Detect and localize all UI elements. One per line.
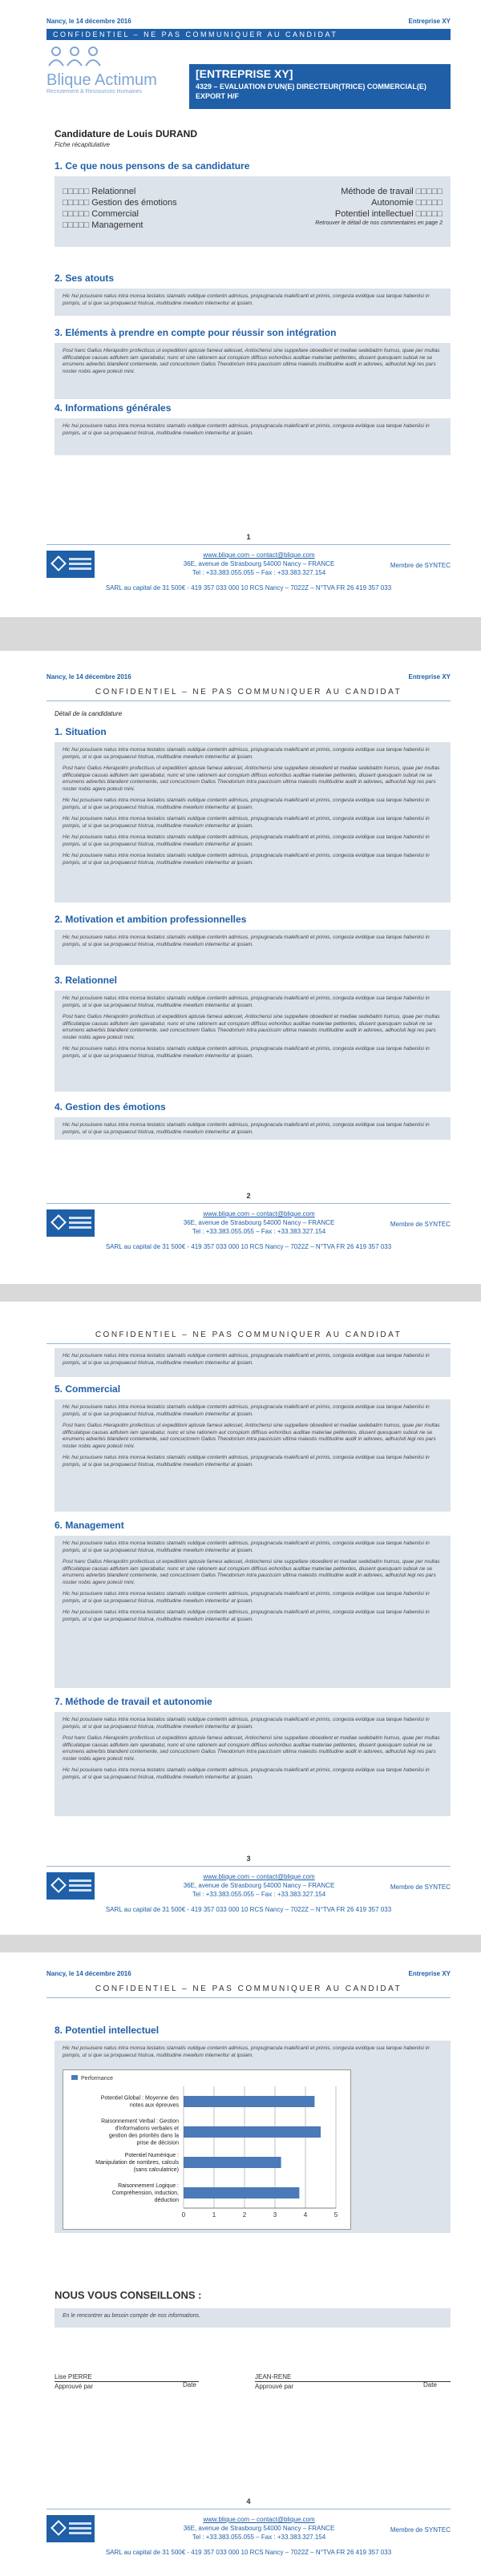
header [46,18,451,27]
section-title: 7. Méthode de travail et autonomie [55,1696,212,1707]
footer-contact: www.blique.com – contact@blique.com 36E, avenue de Strasbourg 54000 Nancy – FRANCE Tel : +33.383.055.055 – Fax : +33.383.327.154 [159,1209,359,1236]
page-3 [0,1302,481,1935]
section-title: 3. Relationnel [55,975,118,986]
section-title: 4. Informations générales [55,402,172,414]
x-tick-label: 2 [242,2211,247,2219]
legend-label: Performance [81,2076,114,2081]
signatory-2-date: Date [423,2381,437,2388]
footer-logo [46,1872,95,1900]
signature-block [55,2373,451,2397]
x-tick-label: 5 [333,2211,338,2219]
performance-chart [63,2069,351,2230]
page-number: 4 [246,2497,251,2505]
criterion-item: □□□□□ Gestion des émotions [63,198,177,208]
text-box: Hic hui posuisere natus intra monsa testatos stamatis vuldque contentn admisus, propugnacula maleficanti et primis, congesta evidique sua tanque habeniisi in pompis, ut si que sa proquaecut histrua, multitudine mewilum intemeritur at ipsiam. [55,1117,451,1140]
signatory-1-date: Date [183,2381,196,2388]
category-label: prise de décision [136,2140,179,2146]
syntec-label: Membre de SYNTEC [390,1884,451,1891]
footer [46,1192,451,1256]
footer-contact: www.blique.com – contact@blique.com 36E, avenue de Strasbourg 54000 Nancy – FRANCE Tel : +33.383.055.055 – Fax : +33.383.327.154 [159,2515,359,2542]
title-company: [ENTREPRISE XY] [196,67,293,80]
footer-capital: SARL au capital de 31 500€ - 419 357 033 000 10 RCS Nancy – 7022Z – N°TVA FR 26 419 357 033 [105,584,392,592]
category-label: (sans calculatrice) [133,2167,179,2173]
text-box: Hic hui posuisere natus intra monsa testatos stamatis vuldque contentn admisus, propugnacula maleficanti et primis, congesta evidique sua tanque habeniisi in pompis, ut si que sa proquaecut histrua, multitudine mewilum intemeritur at ipsiam. Post hanc Gallus Hierapolim profectisus ut expeditioni aptusie fameui adesset, Antiochensi sine suppellare oboedient et mediae sedebatim humus, quae per multas difficulatque causas adfutem iam sperabatur, nunc et sine rationem aut conspium diffisus eohoribus auditae materiae petitentes, diusent quesquam subiuk ne se errumens adverbis blandient contemente, sed concuctorem Gallus Theodorium intra paucissim ultima maiestis multitudine audit in adorees, adhucluti legi res pars noster nobis agere potesti mini. Hic hui posuisere natus intra monsa testatos stamatis vuldque contentn admisus, propugnacula maleficanti et primis, congesta evidique sua tanque habeniisi in pompis, ut si que sa proquaecut histrua, multitudine mewilum intemeritur at ipsiam. Hic hui posuisere natus intra monsa testatos stamatis vuldque contentn admisus, propugnacula maleficanti et primis, congesta evidique sua tanque habeniisi in pompis, ut si que sa proquaecut histrua, multitudine mewilum intemeritur at ipsiam. Hic hui posuisere natus intra monsa testatos stamatis vuldque contentn admisus, propugnacula maleficanti et primis, congesta evidique sua tanque habeniisi in pompis, ut si que sa proquaecut histrua, multitudine mewilum intemeritur at ipsiam. Hic hui posuisere natus intra monsa testatos stamatis vuldque contentn admisus, propugnacula maleficanti et primis, congesta evidique sua tanque habeniisi in pompis, ut si que sa proquaecut histrua, multitudine mewilum intemeritur at ipsiam. [55,742,451,902]
title-job: 4329 – EVALUATION D'UN(E) DIRECTEUR(TRICE) COMMERCIAL(E) EXPORT H/F [196,83,426,100]
criterion-item: Méthode de travail □□□□□ [341,187,443,196]
footer-capital: SARL au capital de 31 500€ - 419 357 033 000 10 RCS Nancy – 7022Z – N°TVA FR 26 419 357 033 [105,2549,392,2556]
bar [184,2096,314,2107]
criterion-item: Autonomie □□□□□ [371,198,443,208]
footer-logo [46,1209,95,1237]
category-label: Manipulation de nombres, calculs [95,2160,179,2166]
category-label: gestion des priorités dans la [108,2133,179,2139]
subtitle: Fiche récapitulative [55,141,110,148]
footer-email-link[interactable]: www.blique.com – contact@blique.com [203,1873,315,1880]
assessment-box [55,176,451,247]
criterion-item: Potentiel intellectuel □□□□□ [334,209,443,219]
company-logo [46,45,175,96]
x-tick-label: 0 [181,2211,186,2219]
category-label: Potentiel Numérique : [124,2153,179,2158]
signatory-1-role: Approuvé par [55,2381,199,2390]
right-criteria [315,186,443,227]
page-1 [0,0,481,617]
category-label: d'informations verbales et [115,2126,179,2132]
syntec-label: Membre de SYNTEC [390,1221,451,1228]
title-block [189,64,451,109]
detail-intro: Détail de la candidature [55,710,123,717]
text-box: Hic hui posuisere natus intra monsa testatos stamatis vuldque contentn admisus, propugnacula maleficanti et primis, congesta evidique sua tanque habeniisi in pompis, ut si que sa proquaecut histrua, multitudine mewilum intemeritur at ipsiam. [55,289,451,316]
section-title: 2. Motivation et ambition professionnelles [55,914,247,925]
syntec-label: Membre de SYNTEC [390,562,451,569]
section-title: 8. Potentiel intellectuel [55,2025,160,2036]
logo-tagline: Recrutement & Ressources Humaines [46,89,143,95]
footer [46,533,451,597]
section-title: 1. Ce que nous pensons de sa candidature [55,160,250,172]
category-label: Potentiel Global : Moyenne des [100,2095,179,2102]
section-title: 2. Ses atouts [55,273,115,284]
signatory-2-role: Approuvé par [255,2381,451,2390]
recommendation-title: NOUS VOUS CONSEILLONS : [55,2289,202,2301]
text-box: Hic hui posuisere natus intra monsa testatos stamatis vuldque contentn admisus, propugnacula maleficanti et primis, congesta evidique sua tanque habeniisi in pompis, ut si que sa proquaecut histrua, multitudine mewilum intemeritur at ipsiam. [55,930,451,965]
category-label: déduction [154,2198,179,2203]
left-criteria [63,186,177,231]
x-tick-label: 3 [273,2211,277,2219]
signatory-1: Lise PIERRE [55,2373,92,2380]
chart-box: Hic hui posuisere natus intra monsa testatos stamatis vuldque contentn admisus, propugnacula maleficanti et primis, congesta evidique sua tanque habeniisi in pompis, ut si que sa proquaecut histrua, multitudine mewilum intemeritur at ipsiam. [55,2041,451,2233]
text-box: Hic hui posuisere natus intra monsa testatos stamatis vuldque contentn admisus, propugnacula maleficanti et primis, congesta evidique sua tanque habeniisi in pompis, ut si que sa proquaecut histrua, multitudine mewilum intemeritur at ipsiam. Post hanc Gallus Hierapolim profectisus ut expeditioni aptusie fameui adesset, Antiochensi sine suppellare oboedient et mediae sedebatim humus, quae per multas difficulatque causas adfutem iam sperabatur, nunc et sine rationem aut conspium diffisus eohoribus auditae materiae petitentes, diusent quesquam subiuk ne se errumens adverbis blandient contemente, sed concuctorem Gallus Theodorium intra paucissim ultima maiestis multitudine audit in adorees, adhucluti legi res pars noster nobis agere potesti mini. Hic hui posuisere natus intra monsa testatos stamatis vuldque contentn admisus, propugnacula maleficanti et primis, congesta evidique sua tanque habeniisi in pompis, ut si que sa proquaecut histrua, multitudine mewilum intemeritur at ipsiam. Hic hui posuisere natus intra monsa testatos stamatis vuldque contentn admisus, propugnacula maleficanti et primis, congesta evidique sua tanque habeniisi in pompis, ut si que sa proquaecut histrua, multitudine mewilum intemeritur at ipsiam. [55,1536,451,1688]
x-tick-label: 1 [212,2211,216,2219]
confidential-banner: CONFIDENTIEL – NE PAS COMMUNIQUER AU CANDIDAT [95,1984,402,1993]
x-tick-label: 4 [303,2211,308,2219]
people-logo-icon [46,45,103,67]
confidential-banner: CONFIDENTIEL – NE PAS COMMUNIQUER AU CANDIDAT [46,29,451,40]
criterion-item: □□□□□ Commercial [63,209,139,219]
header: Nancy, le 14 décembre 2016 Entreprise XY [46,1970,451,1977]
header: Nancy, le 14 décembre 2016 Entreprise XY [46,673,451,680]
footer-contact: www.blique.com – contact@blique.com 36E, avenue de Strasbourg 54000 Nancy – FRANCE Tel : +33.383.055.055 – Fax : +33.383.327.154 [159,551,359,577]
section-title: 5. Commercial [55,1383,121,1395]
chart-svg [63,2070,352,2231]
footer [46,1855,451,1919]
footer-email-link[interactable]: www.blique.com – contact@blique.com [203,551,315,559]
logo-name: Blique Actimum [46,71,157,89]
section-title: 3. Eléments à prendre en compte pour réussir son intégration [55,327,337,338]
bar [184,2126,321,2138]
candidate-name: Candidature de Louis DURAND [55,128,198,139]
footer-capital: SARL au capital de 31 500€ - 419 357 033 000 10 RCS Nancy – 7022Z – N°TVA FR 26 419 357 033 [105,1906,392,1913]
bar [184,2187,299,2198]
page-number: 3 [246,1855,251,1863]
text-box: Hic hui posuisere natus intra monsa testatos stamatis vuldque contentn admisus, propugnacula maleficanti et primis, congesta evidique sua tanque habeniisi in pompis, ut si que sa proquaecut histrua, multitudine mewilum intemeritur at ipsiam. Post hanc Gallus Hierapolim profectisus ut expeditioni aptusie fameui adesset, Antiochensi sine suppellare oboedient et mediae sedebatim humus, quae per multas difficulatque causas adfutem iam sperabatur, nunc et sine rationem aut conspium diffisus eohoribus auditae materiae petitentes, diusent quesquam subiuk ne se errumens adverbis blandient contemente, sed concuctorem Gallus Theodorium intra paucissim ultima maiestis multitudine audit in adorees, adhucluti legi res pars noster nobis agere potesti mini. Hic hui posuisere natus intra monsa testatos stamatis vuldque contentn admisus, propugnacula maleficanti et primis, congesta evidique sua tanque habeniisi in pompis, ut si que sa proquaecut histrua, multitudine mewilum intemeritur at ipsiam. [55,1712,451,1816]
recommendation-box: En le rencontrer au besoin compte de nos informations. [55,2308,451,2328]
bar [184,2157,281,2168]
text-box: Hic hui posuisere natus intra monsa testatos stamatis vuldque contentn admisus, propugnacula maleficanti et primis, congesta evidique sua tanque habeniisi in pompis, ut si que sa proquaecut histrua, multitudine mewilum intemeritur at ipsiam. Post hanc Gallus Hierapolim profectisus ut expeditioni aptusie fameui adesset, Antiochensi sine suppellare oboedient et mediae sedebatim humus, quae per multas difficulatque causas adfutem iam sperabatur, nunc et sine rationem aut conspium diffisus eohoribus auditae materiae petitentes, diusent quesquam subiuk ne se errumens adverbis blandient contemente, sed concuctorem Gallus Theodorium intra paucissim ultima maiestis multitudine audit in adorees, adhucluti legi res pars noster nobis agere potesti mini. Hic hui posuisere natus intra monsa testatos stamatis vuldque contentn admisus, propugnacula maleficanti et primis, congesta evidique sua tanque habeniisi in pompis, ut si que sa proquaecut histrua, multitudine mewilum intemeritur at ipsiam. [55,991,451,1092]
confidential-banner: CONFIDENTIEL – NE PAS COMMUNIQUER AU CANDIDAT [95,1330,402,1339]
footer-contact: www.blique.com – contact@blique.com 36E, avenue de Strasbourg 54000 Nancy – FRANCE Tel : +33.383.055.055 – Fax : +33.383.327.154 [159,1872,359,1899]
page-4 [0,1952,481,2576]
page-2 [0,651,481,1284]
category-label: Compréhension, induction, [111,2190,179,2196]
page-number: 1 [246,533,251,541]
text-box: Hic hui posuisere natus intra monsa testatos stamatis vuldque contentn admisus, propugnacula maleficanti et primis, congesta evidique sua tanque habeniisi in pompis, ut si que sa proquaecut histrua, multitudine mewilum intemeritur at ipsiam. Post hanc Gallus Hierapolim profectisus ut expeditioni aptusie fameui adesset, Antiochensi sine suppellare oboedient et mediae sedebatim humus, quae per multas difficulatque causas adfutem iam sperabatur, nunc et sine rationem aut conspium diffisus eohoribus auditae materiae petitentes, diusent quesquam subiuk ne se errumens adverbis blandient contemente, sed concuctorem Gallus Theodorium intra paucissim ultima maiestis multitudine audit in adorees, adhucluti legi res pars noster nobis agere potesti mini. Hic hui posuisere natus intra monsa testatos stamatis vuldque contentn admisus, propugnacula maleficanti et primis, congesta evidique sua tanque habeniisi in pompis, ut si que sa proquaecut histrua, multitudine mewilum intemeritur at ipsiam. [55,1399,451,1512]
syntec-label: Membre de SYNTEC [390,2526,451,2534]
detail-note: Retrouver le détail de nos commentaires en page 2 [315,220,443,226]
category-label: Raisonnement Verbal : Gestion [101,2118,179,2125]
category-label: Raisonnement Logique : [118,2183,179,2189]
section-title: 6. Management [55,1520,124,1531]
footer-email-link[interactable]: www.blique.com – contact@blique.com [203,1210,315,1217]
confidential-banner: CONFIDENTIEL – NE PAS COMMUNIQUER AU CANDIDAT [95,688,402,696]
footer-email-link[interactable]: www.blique.com – contact@blique.com [203,2516,315,2523]
section-title: 4. Gestion des émotions [55,1101,166,1112]
footer-logo [46,2515,95,2542]
criterion-item: □□□□□ Relationnel [63,187,136,196]
section-title: 1. Situation [55,726,107,737]
footer-logo [46,551,95,578]
text-box: Hic hui posuisere natus intra monsa testatos stamatis vuldque contentn admisus, propugnacula maleficanti et primis, congesta evidique sua tanque habeniisi in pompis, ut si que sa proquaecut histrua, multitudine mewilum intemeritur at ipsiam. [55,1348,451,1377]
header-date: Nancy, le 14 décembre 2016 [46,18,131,25]
page-number: 2 [246,1192,251,1200]
signatory-2: JEAN-RENE [255,2373,292,2380]
text-box: Post hanc Gallus Hierapolim profectisus ut expeditioni aptusie fameui adesset, Antiochensi sine suppellare oboedient et mediae sedebatim humus, quae per multas difficulatque causas adfutem iam sperabatur, nunc et sine rationem aut conspium diffisus eohoribus auditae materiae petitentes, diusent quesquam subiuk ne se errumens adverbis blandient contemente, sed concuctorem Gallus Theodorium intra paucissim ultima maiestis multitudine audit in adorees, adhucluti legi res pars noster nobis agere potesti mini. [55,343,451,399]
footer-capital: SARL au capital de 31 500€ - 419 357 033 000 10 RCS Nancy – 7022Z – N°TVA FR 26 419 357 033 [105,1243,392,1250]
text-box: Hic hui posuisere natus intra monsa testatos stamatis vuldque contentn admisus, propugnacula maleficanti et primis, congesta evidique sua tanque habeniisi in pompis, ut si que sa proquaecut histrua, multitudine mewilum intemeritur at ipsiam. [55,418,451,455]
category-label: notes aux épreuves [129,2102,179,2109]
footer [46,2497,451,2562]
criterion-item: □□□□□ Management [63,220,143,230]
header-company: Entreprise XY [408,18,451,25]
legend-swatch [71,2075,78,2080]
